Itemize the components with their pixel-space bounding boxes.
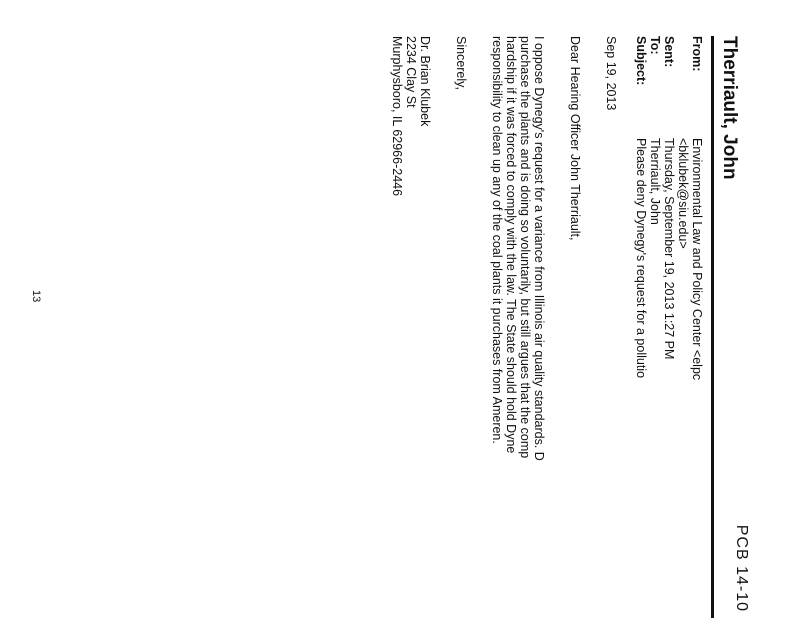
docket-number: PCB 14-10 <box>733 524 750 612</box>
from-line-1: Environmental Law and Policy Center <elpc <box>690 138 704 381</box>
sender-name: Therriault, John <box>719 36 740 180</box>
subject-label: Subject: <box>634 36 648 86</box>
header-from <box>676 36 704 380</box>
body-line-2: purchase the plants and is doing so voluntarily, but still argues that the comp <box>518 36 532 459</box>
body-line-4: responsibility to clean up any of the coal plants it purchases from Ameren. <box>490 36 504 444</box>
sent-label: Sent: <box>662 36 676 68</box>
salutation: Dear Hearing Officer John Therriault, <box>568 36 582 241</box>
from-value <box>676 138 704 380</box>
signature-city: Murphysboro, IL 62966-2446 <box>390 36 404 197</box>
page-number: 13 <box>30 290 42 303</box>
sent-value: Thursday, September 19, 2013 1:27 PM <box>662 138 676 360</box>
from-line-2: <bklubek@siu.edu> <box>676 138 690 249</box>
header-subject <box>634 36 648 380</box>
subject-value: Please deny Dynegy's request for a pollutio <box>634 138 648 379</box>
body-paragraph <box>490 36 546 461</box>
email-headers <box>634 36 704 380</box>
letter-date: Sep 19, 2013 <box>604 36 618 111</box>
body-line-3: hardship if it was forced to comply with the law. The State should hold Dyne <box>504 36 518 454</box>
email-body <box>390 36 618 461</box>
signature-name: Dr. Brian Klubek <box>418 36 432 127</box>
header-rule <box>711 36 714 618</box>
to-label: To: <box>648 36 662 55</box>
signature-street: 2234 Clay St <box>404 36 418 108</box>
from-label: From: <box>690 36 704 72</box>
closing: Sincerely, <box>454 36 468 90</box>
body-line-1: I oppose Dynegy's request for a variance from Illinois air quality standards. D <box>532 36 546 461</box>
to-value: Therriault, John <box>648 138 662 225</box>
header-sent <box>662 36 676 380</box>
header-to <box>648 36 662 380</box>
signature-block <box>390 36 432 461</box>
